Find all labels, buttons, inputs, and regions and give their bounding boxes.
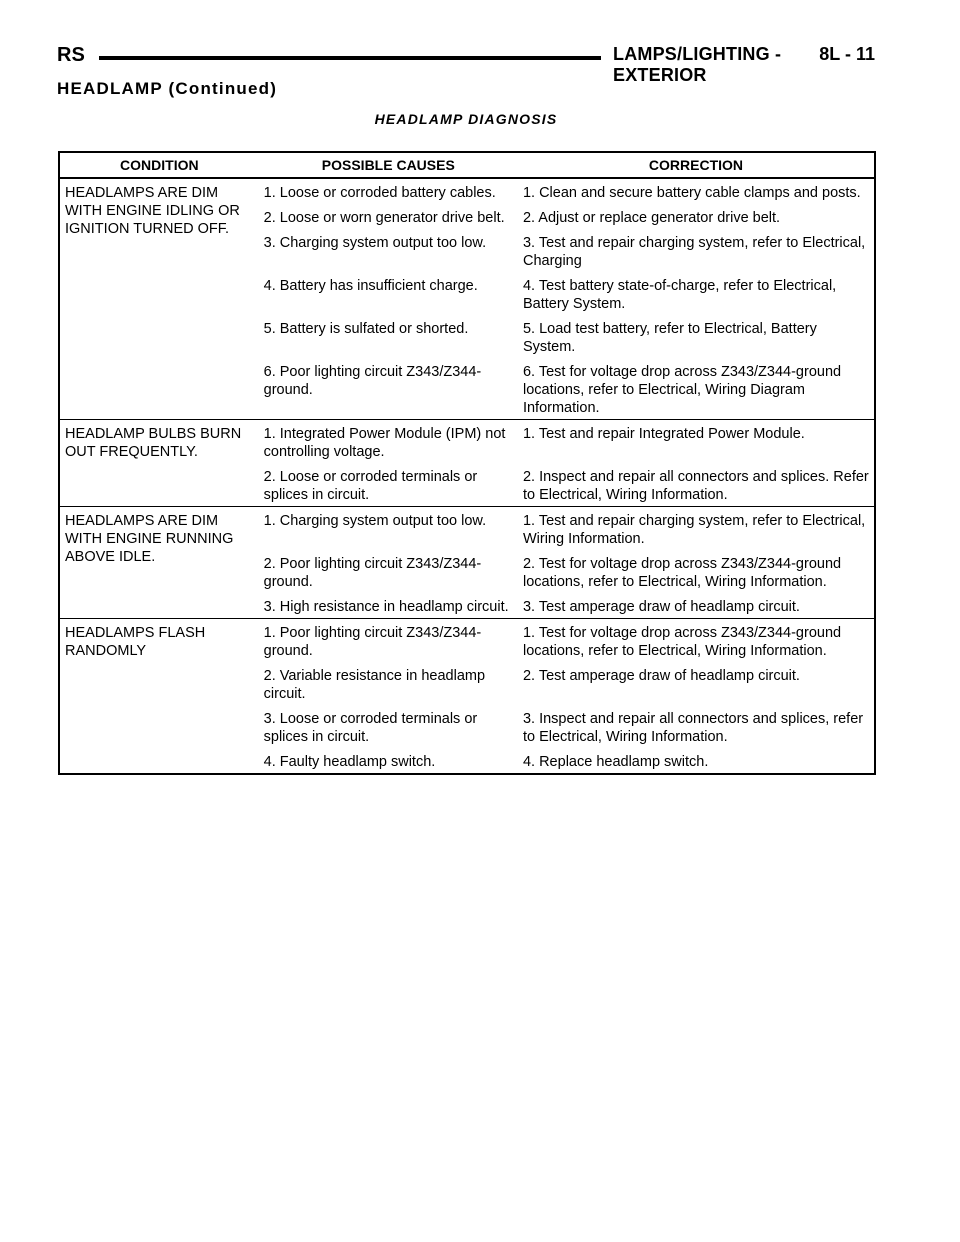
correction-cell: 2. Test amperage draw of headlamp circuit. (522, 668, 800, 684)
diagnosis-table (58, 151, 876, 775)
cause-cell: 2. Loose or worn generator drive belt. (263, 210, 505, 226)
correction-cell: 4. Test battery state-of-charge, refer to Electrical, Battery System. (522, 278, 837, 312)
page-header (57, 44, 875, 85)
chapter-title: LAMPS/LIGHTING - EXTERIOR (613, 44, 782, 85)
cause-cell: 2. Loose or corroded terminals or splices in circuit. (263, 469, 478, 503)
correction-cell: 3. Test and repair charging system, refer to Electrical, Charging (522, 235, 866, 269)
table-header-row (59, 152, 875, 178)
correction-cell: 3. Inspect and repair all connectors and splices, refer to Electrical, Wiring Information. (522, 711, 864, 745)
table-row (59, 507, 875, 551)
table-caption: HEADLAMP DIAGNOSIS (374, 111, 558, 127)
section-title: HEADLAMP (Continued) (57, 79, 278, 98)
cause-cell: 1. Charging system output too low. (259, 507, 518, 551)
condition-cell: HEADLAMPS ARE DIM WITH ENGINE RUNNING ABOVE IDLE. (59, 507, 259, 619)
cause-cell: 6. Poor lighting circuit Z343/Z344-ground. (263, 364, 482, 398)
column-header-causes: POSSIBLE CAUSES (259, 152, 518, 178)
correction-cell: 1. Clean and secure battery cable clamps and posts. (518, 178, 875, 204)
cause-cell: 1. Poor lighting circuit Z343/Z344-ground. (259, 619, 518, 663)
correction-cell: 3. Test amperage draw of headlamp circuit. (522, 599, 800, 615)
correction-cell: 1. Test for voltage drop across Z343/Z344-ground locations, refer to Electrical, Wiring Information. (518, 619, 875, 663)
correction-cell: 5. Load test battery, refer to Electrical, Battery System. (522, 321, 817, 355)
cause-cell: 2. Poor lighting circuit Z343/Z344-ground. (263, 556, 482, 590)
cause-cell: 1. Loose or corroded battery cables. (259, 178, 518, 204)
manual-code: RS (57, 44, 85, 66)
page-number: 8L - 11 (819, 44, 875, 64)
table-row (59, 420, 875, 464)
cause-cell: 2. Variable resistance in headlamp circuit. (263, 668, 486, 702)
condition-cell: HEADLAMPS FLASH RANDOMLY (59, 619, 259, 775)
correction-cell: 4. Replace headlamp switch. (522, 754, 709, 770)
correction-cell: 6. Test for voltage drop across Z343/Z344-ground locations, refer to Electrical, Wiring Diagram Information. (522, 364, 842, 416)
table-body (59, 178, 875, 774)
condition-cell: HEADLAMPS ARE DIM WITH ENGINE IDLING OR IGNITION TURNED OFF. (59, 178, 259, 420)
cause-cell: 4. Battery has insufficient charge. (263, 278, 478, 294)
condition-cell: HEADLAMP BULBS BURN OUT FREQUENTLY. (59, 420, 259, 507)
cause-cell: 5. Battery is sulfated or shorted. (263, 321, 469, 337)
cause-cell: 4. Faulty headlamp switch. (263, 754, 436, 770)
column-header-correction: CORRECTION (518, 152, 875, 178)
cause-cell: 3. Charging system output too low. (263, 235, 487, 251)
column-header-condition: CONDITION (59, 152, 259, 178)
cause-cell: 1. Integrated Power Module (IPM) not controlling voltage. (259, 420, 518, 464)
table-row (59, 619, 875, 663)
correction-cell: 2. Adjust or replace generator drive belt. (522, 210, 781, 226)
cause-cell: 3. Loose or corroded terminals or splices in circuit. (263, 711, 478, 745)
correction-cell: 2. Inspect and repair all connectors and splices. Refer to Electrical, Wiring Information. (522, 469, 869, 503)
correction-cell: 1. Test and repair Integrated Power Module. (518, 420, 875, 464)
header-rule (99, 56, 601, 60)
correction-cell: 1. Test and repair charging system, refer to Electrical, Wiring Information. (518, 507, 875, 551)
correction-cell: 2. Test for voltage drop across Z343/Z344-ground locations, refer to Electrical, Wiring Information. (522, 556, 842, 590)
cause-cell: 3. High resistance in headlamp circuit. (263, 599, 509, 615)
table-row (59, 178, 875, 204)
